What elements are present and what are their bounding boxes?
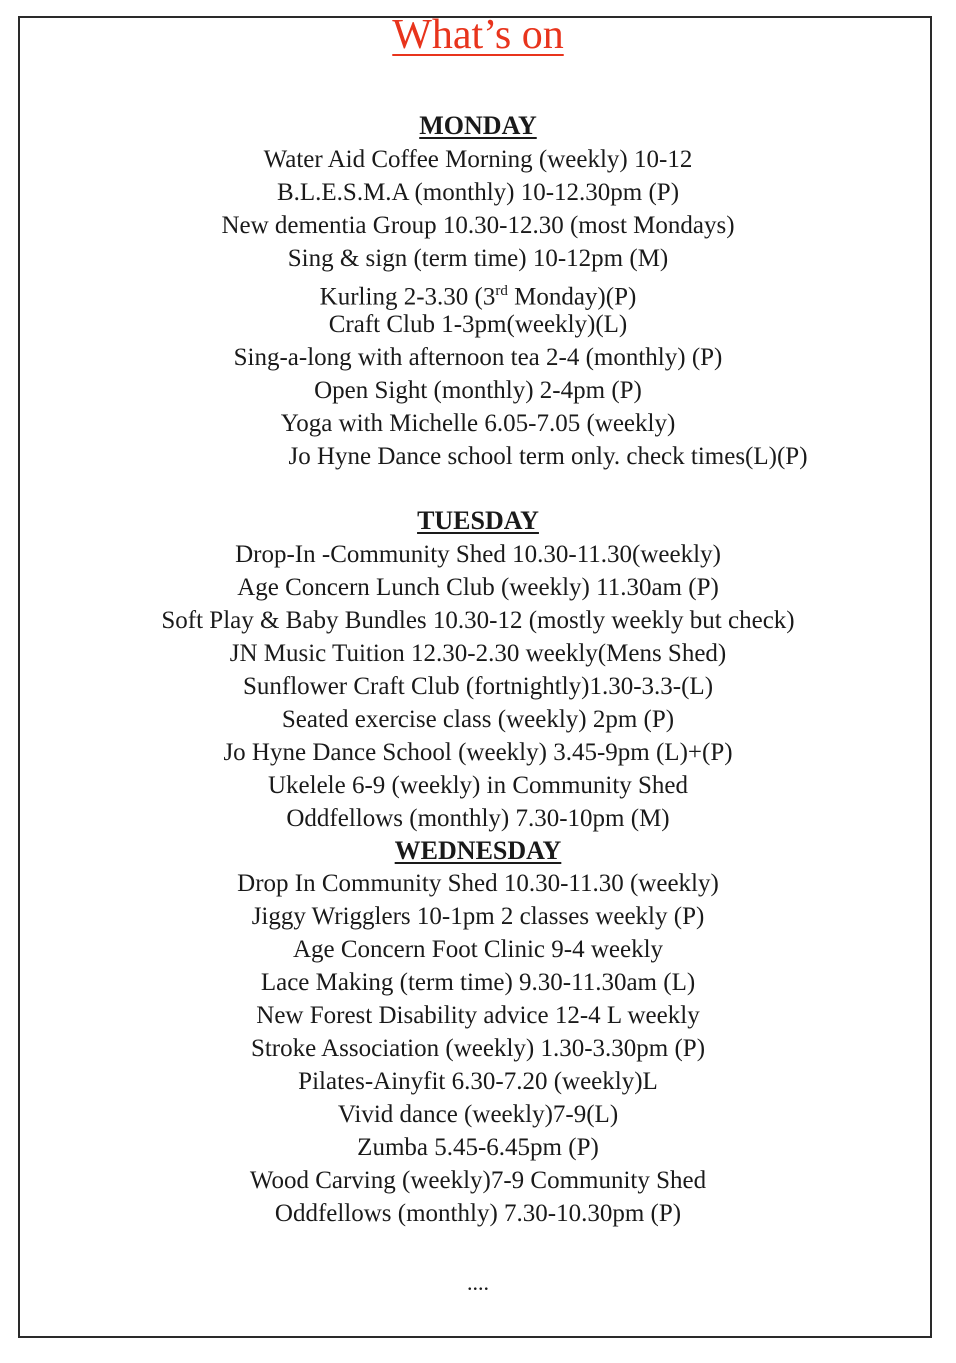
continuation-dots: .... bbox=[467, 1270, 489, 1295]
list-item: Wood Carving (weekly)7-9 Community Shed bbox=[249, 1167, 707, 1194]
list-item: Drop-In -Community Shed 10.30-11.30(weekly) bbox=[235, 541, 721, 568]
list-item: Yoga with Michelle 6.05-7.05 (weekly) bbox=[280, 410, 676, 437]
list-item: New Forest Disability advice 12-4 L weekly bbox=[256, 1002, 700, 1029]
list-item: Age Concern Foot Clinic 9-4 weekly bbox=[292, 936, 664, 963]
heading-wednesday: WEDNESDAY bbox=[394, 836, 562, 865]
list-item: Zumba 5.45-6.45pm (P) bbox=[357, 1134, 599, 1161]
list-item: Kurling 2-3.30 (3rd Monday)(P) bbox=[319, 283, 637, 311]
list-item: Water Aid Coffee Morning (weekly) 10-12 bbox=[263, 146, 693, 173]
list-item: Pilates-Ainyfit 6.30-7.20 (weekly)L bbox=[298, 1068, 658, 1095]
ordinal-suffix: rd bbox=[495, 283, 508, 299]
list-item: Sing-a-long with afternoon tea 2-4 (monthly) (P) bbox=[233, 344, 723, 371]
list-item: Jiggy Wrigglers 10-1pm 2 classes weekly (P) bbox=[251, 903, 705, 930]
list-item: Soft Play & Baby Bundles 10.30-12 (mostly weekly but check) bbox=[161, 607, 795, 634]
list-item: Jo Hyne Dance school term only. check times(L)(P) bbox=[288, 443, 808, 470]
heading-tuesday: TUESDAY bbox=[417, 506, 539, 535]
list-item: Stroke Association (weekly) 1.30-3.30pm (P) bbox=[250, 1035, 706, 1062]
list-item: Jo Hyne Dance School (weekly) 3.45-9pm (L)+(P) bbox=[223, 739, 733, 766]
list-item: Sing & sign (term time) 10-12pm (M) bbox=[287, 245, 669, 272]
list-item: Oddfellows (monthly) 7.30-10pm (M) bbox=[286, 805, 670, 832]
list-item: Lace Making (term time) 9.30-11.30am (L) bbox=[260, 969, 696, 996]
list-item: Oddfellows (monthly) 7.30-10.30pm (P) bbox=[274, 1200, 682, 1227]
list-item: New dementia Group 10.30-12.30 (most Mondays) bbox=[221, 212, 735, 239]
list-item: Craft Club 1-3pm(weekly)(L) bbox=[328, 311, 628, 338]
list-item: B.L.E.S.M.A (monthly) 10-12.30pm (P) bbox=[276, 179, 680, 206]
list-item: Seated exercise class (weekly) 2pm (P) bbox=[281, 706, 675, 733]
heading-monday: MONDAY bbox=[419, 111, 537, 140]
page-title: What’s on bbox=[392, 12, 564, 58]
list-item: JN Music Tuition 12.30-2.30 weekly(Mens Shed) bbox=[229, 640, 727, 667]
list-item: Open Sight (monthly) 2-4pm (P) bbox=[314, 377, 642, 404]
list-item: Sunflower Craft Club (fortnightly)1.30-3.3-(L) bbox=[242, 673, 714, 700]
list-item: Vivid dance (weekly)7-9(L) bbox=[337, 1101, 619, 1128]
list-item: Drop In Community Shed 10.30-11.30 (weekly) bbox=[237, 870, 719, 897]
list-item: Ukelele 6-9 (weekly) in Community Shed bbox=[267, 772, 689, 799]
list-item: Age Concern Lunch Club (weekly) 11.30am (P) bbox=[237, 574, 719, 601]
